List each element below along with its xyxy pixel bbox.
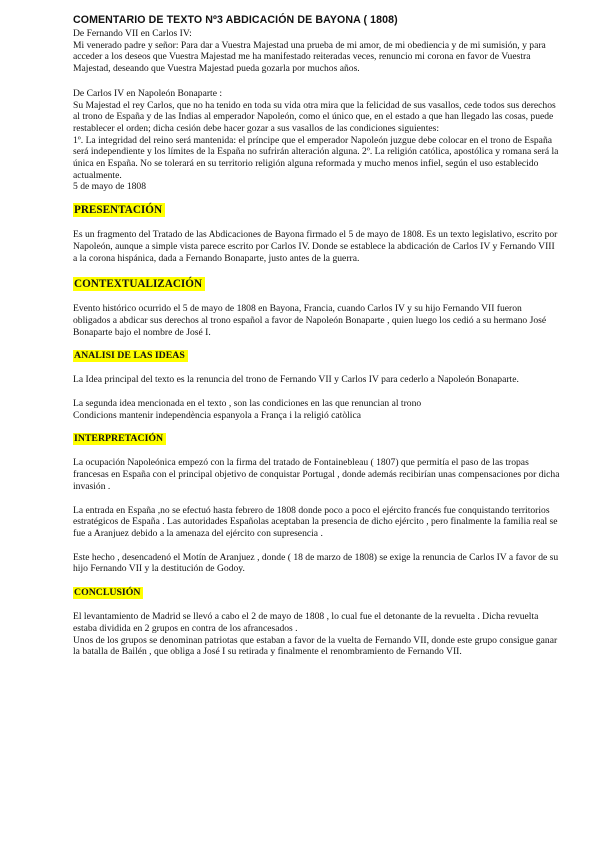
- letter2-header: De Carlos IV en Napoleón Bonaparte :: [73, 87, 223, 99]
- analisis-idea3: Condicions mantenir independència espanyola a França i la religió catòlica: [73, 409, 361, 421]
- heading-interpretacion: INTERPRETACIÓN: [73, 433, 166, 445]
- document-title: COMENTARIO DE TEXTO Nº3 ABDICACIÓN DE BAYONA ( 1808): [73, 14, 398, 26]
- contextualizacion-text: Evento histórico ocurrido el 5 de mayo de 1808 en Bayona, Francia, cuando Carlos IV y su hijo Fernando VII fueron obligados a abdicar sus derechos al trono español a favor de Napoleón Bonaparte , quien luego los cedió a su hermano José Bonaparte bajo el nombre de José I.: [73, 303, 547, 338]
- letter2-date: 5 de mayo de 1808: [73, 181, 147, 193]
- letter2-body: Su Majestad el rey Carlos, que no ha tenido en toda su vida otra mira que la felicidad de sus vasallos, cede todos sus derechos al trono de España y de las Indias al emperador Napoleón, como el único que, en el estado a que han llegado las cosas, puede restablecer el orden; dicha cesión debe hacer gozar a sus vasallos de las condiciones siguientes:: [73, 99, 556, 134]
- presentacion-text: Es un fragmento del Tratado de las Abdicaciones de Bayona firmado el 5 de mayo de 1808. Es un texto legislativo, escrito por Napoleón, aunque a simple vista parece escrito por Carlos IV. Donde se establece la abdicación de Carlos IV y Fernando VIII a la corona hispánica, dada a Fernando Bonaparte, justo antes de la guerra.: [73, 229, 558, 264]
- letter1-header: De Fernando VII en Carlos IV:: [73, 28, 192, 39]
- letter2-conditions: 1º. La integridad del reino será mantenida: el príncipe que el emperador Napoleón juzgue debe colocar en el trono de España será independiente y los límites de la España no sufrirán alteración alguna. 2º. La religión católica, apostólica y romana será la única en España. No se tolerará en su territorio religión alguna reformada y mucho menos infiel, según el uso establecido actualmente.: [73, 134, 559, 181]
- heading-presentacion: PRESENTACIÓN: [73, 203, 165, 217]
- conclusion-p1: El levantamiento de Madrid se llevó a cabo el 2 de mayo de 1808 , lo cual fue el detonante de la revuelta . Dicha revuelta estaba dividida en 2 grupos en contra de los afrancesados .: [73, 611, 539, 634]
- heading-conclusion: CONCLUSIÓN: [73, 587, 143, 599]
- analisis-idea2: La segunda idea mencionada en el texto , son las condiciones en las que renuncian al trono: [73, 398, 422, 410]
- heading-analisis: ANALISI DE LAS IDEAS: [73, 350, 188, 362]
- conclusion-p2: Unos de los grupos se denominan patriotas que estaban a favor de la vuelta de Fernando VII, donde este grupo consigue ganar la batalla de Bailén , que obliga a José I su retirada y finalmente el renombramiento de Fernando VII.: [73, 634, 558, 658]
- heading-contextualizacion: CONTEXTUALIZACIÓN: [73, 277, 205, 291]
- interpretacion-p2: La entrada en España ,no se efectuó hasta febrero de 1808 donde poco a poco el ejército francés fue conquistando territorios estratégicos de España . Las autoridades Españolas aceptaban la presencia de dicho ejército , pero finalmente la familia real se fue a Aranjuez debido a la amenaza del ejército con supresencia .: [73, 504, 558, 539]
- letter1-body: Mi venerado padre y señor: Para dar a Vuestra Majestad una prueba de mi amor, de mi obediencia y de mi sumisión, y para acceder a los deseos que Vuestra Majestad me ha manifestado reiteradas veces, renuncio mi corona en favor de Vuestra Majestad, deseando que Vuestra Majestad pueda gozarla por muchos años.: [73, 39, 546, 75]
- interpretacion-p3: Este hecho , desencadenó el Motín de Aranjuez , donde ( 18 de marzo de 1808) se exige la renuncia de Carlos IV a favor de su hijo Fernando VII y la destitución de Godoy.: [73, 551, 559, 575]
- interpretacion-p1: La ocupación Napoleónica empezó con la firma del tratado de Fontainebleau ( 1807) que permitía el paso de las tropas francesas en España con el principal objetivo de conquistar Portugal , donde además recibirían unas compensaciones por dicha invasión .: [73, 457, 560, 492]
- analisis-idea1: La Idea principal del texto es la renuncia del trono de Fernando VII y Carlos IV para cederlo a Napoleón Bonaparte.: [73, 374, 519, 386]
